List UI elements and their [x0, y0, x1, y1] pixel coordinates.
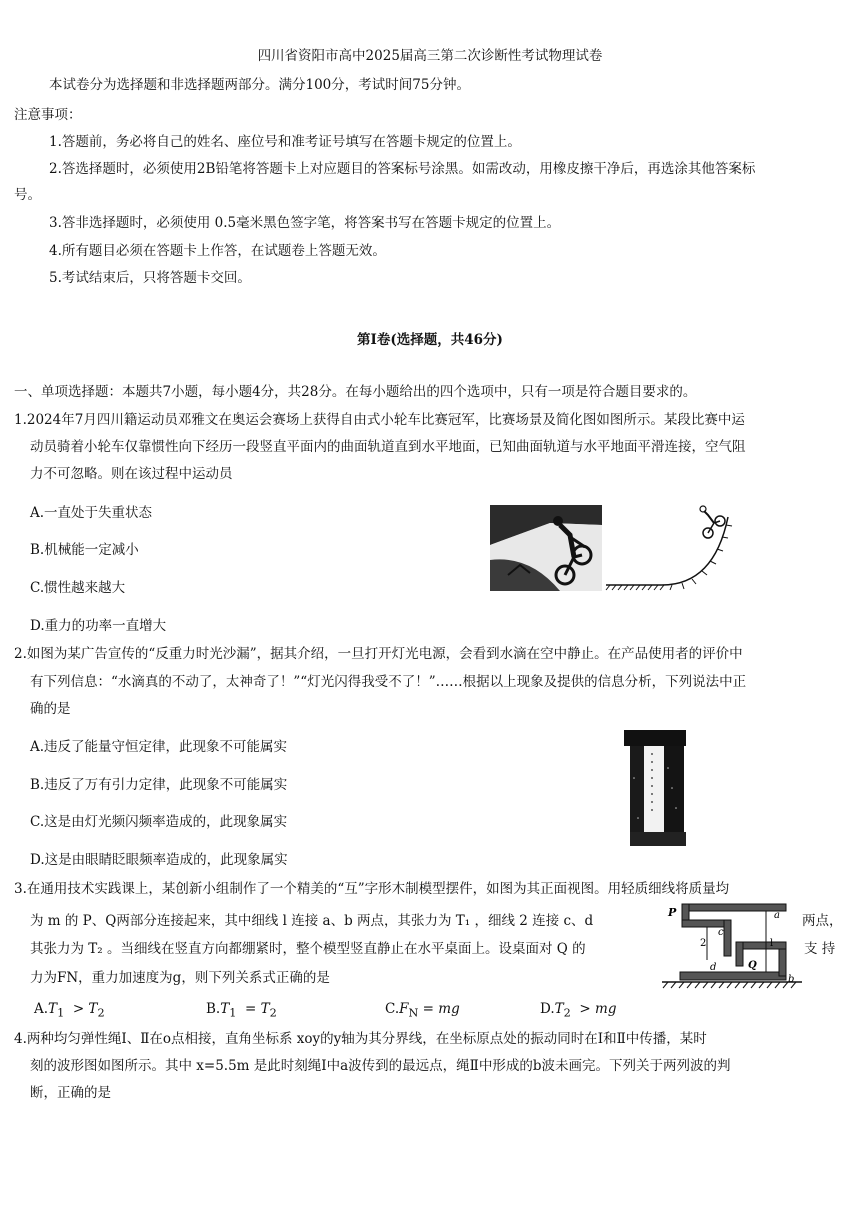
q3-option-c: $C.F_N$ = mg [385, 1001, 460, 1020]
fig-label-line-2: 2 [700, 938, 707, 949]
fig-label-p: P [668, 906, 677, 919]
question-2-text: 2.如图为某广告宣传的“反重力时光沙漏”，据其介绍，一旦打开灯光电源，会看到水滴在空中静止。在产品使用者的评价中 [14, 646, 743, 662]
fig-label-q: Q [748, 960, 757, 971]
question-2-text: 确的是 [30, 701, 71, 717]
question-1-text: 力不可忽略。则在该过程中运动员 [30, 466, 233, 482]
note-item: 1.答题前，务必将自己的姓名、座位号和准考证号填写在答题卡规定的位置上。 [49, 134, 521, 150]
section-title: 第Ⅰ卷(选择题，共46分) [357, 332, 503, 348]
question-4-text: 断，正确的是 [30, 1085, 111, 1101]
question-3-text-right: 支 持 [804, 941, 836, 957]
fig-label-a: a [774, 910, 780, 921]
note-item: 2.答选择题时，必须使用2B铅笔将答题卡上对应题目的答案标号涂黑。如需改动，用橡皮擦干净后，再选涂其他答案标 [49, 161, 756, 177]
fig-label-d: d [710, 962, 717, 973]
note-item: 3.答非选择题时，必须使用 0.5毫米黑色签字笔，将答案书写在答题卡规定的位置上。 [49, 215, 561, 231]
q1-track-sketch [604, 505, 744, 591]
question-3-text-right: 两点， [802, 913, 843, 929]
fig-label-b: b [788, 974, 795, 985]
q1-option-b: B.机械能一定减小 [30, 542, 139, 558]
question-3-text: 力为FN，重力加速度为g，则下列关系式正确的是 [30, 970, 330, 986]
fig-label-line-1: l [770, 938, 774, 949]
intro-text: 本试卷分为选择题和非选择题两部分。满分100分，考试时间75分钟。 [49, 77, 470, 93]
part-heading: 一、单项选择题：本题共7小题，每小题4分，共28分。在每小题给出的四个选项中，只有一项是符合题目要求的。 [14, 384, 697, 400]
q3-option-a: $A.T_1 > T_2$ [34, 1001, 105, 1020]
question-3-text: 3.在通用技术实践课上，某创新小组制作了一个精美的“互”字形木制模型摆件，如图为其正面视图。用轻质细线将质量均 [14, 881, 730, 897]
note-item-continued: 号。 [14, 187, 41, 203]
question-2-text: 有下列信息：“水滴真的不动了，太神奇了！”“灯光闪得我受不了！”……根据以上现象及提供的信息分析，下列说法中正 [30, 674, 747, 690]
q1-bmx-photo [490, 505, 602, 591]
question-1-text: 动员骑着小轮车仅靠惯性向下经历一段竖直平面内的曲面轨道直到水平地面，已知曲面轨道与水平地面平滑连接，空气阻 [30, 439, 746, 455]
question-3-text: 其张力为 T₂ 。当细线在竖直方向都绷紧时，整个模型竖直静止在水平桌面上。设桌面对 Q 的 [30, 941, 586, 957]
page-title: 四川省资阳市高中2025届高三第二次诊断性考试物理试卷 [257, 48, 603, 64]
q3-option-d: $D.T_2$ > mg [540, 1001, 617, 1020]
q2-option-c: C.这是由灯光频闪频率造成的，此现象属实 [30, 814, 288, 830]
note-item: 5.考试结束后，只将答题卡交回。 [49, 270, 251, 286]
q3-wooden-model-diagram [662, 900, 802, 990]
question-3-text: 为 m 的 P、Q两部分连接起来，其中细线 l 连接 a、b 两点，其张力为 T₁ ，细线 2 连接 c、d [30, 913, 594, 929]
q1-option-a: A.一直处于失重状态 [30, 505, 153, 521]
q1-option-d: D.重力的功率一直增大 [30, 618, 167, 634]
q1-option-c: C.惯性越来越大 [30, 580, 126, 596]
notes-heading: 注意事项： [14, 107, 82, 123]
q2-antigravity-hourglass-photo [620, 728, 690, 848]
q2-option-a: A.违反了能量守恒定律，此现象不可能属实 [30, 739, 288, 755]
q3-option-b: $B.T_1 = T_2$ [206, 1001, 277, 1020]
q2-option-b: B.违反了万有引力定律，此现象不可能属实 [30, 777, 288, 793]
question-4-text: 刻的波形图如图所示。其中 x=5.5m 是此时刻绳Ⅰ中a波传到的最远点，绳Ⅱ中形成的b波未画完。下列关于两列波的判 [30, 1058, 731, 1074]
question-4-text: 4.两种均匀弹性绳Ⅰ、Ⅱ在o点相接，直角坐标系 xoy的y轴为其分界线，在坐标原点处的振动同时在Ⅰ和Ⅱ中传播，某时 [14, 1031, 707, 1047]
q2-option-d: D.这是由眼睛眨眼频率造成的，此现象属实 [30, 852, 288, 868]
note-item: 4.所有题目必须在答题卡上作答，在试题卷上答题无效。 [49, 243, 386, 259]
question-1-text: 1.2024年7月四川籍运动员邓雅文在奥运会赛场上获得自由式小轮车比赛冠军，比赛场景及简化图如图所示。某段比赛中运 [14, 412, 745, 428]
fig-label-c: c [718, 927, 724, 938]
